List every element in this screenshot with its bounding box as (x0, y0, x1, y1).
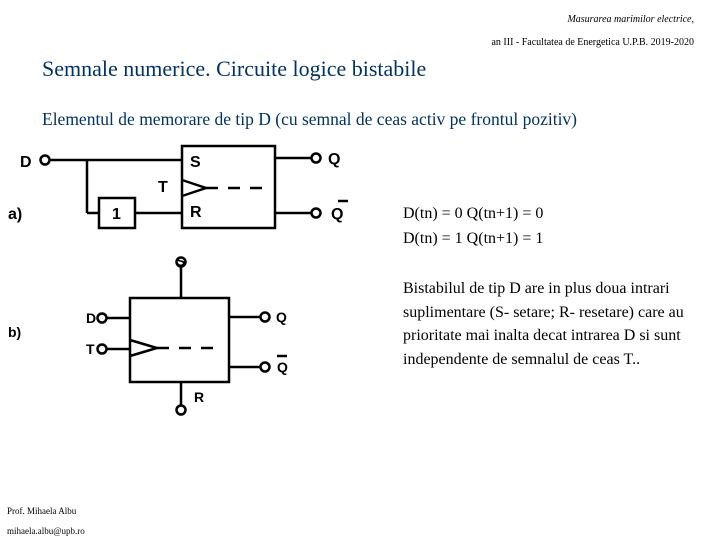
label-s-b: S (176, 253, 186, 269)
equation-d1: D(tn) = 1 Q(tn+1) = 1 (403, 230, 544, 247)
output-q-terminal-b (261, 313, 270, 322)
diagram-b (98, 258, 288, 415)
input-d-terminal-a (41, 156, 50, 165)
label-a: a) (8, 206, 23, 223)
flip-flop-b-box (130, 298, 229, 382)
input-d-terminal-b (98, 314, 107, 323)
label-d-a: D (20, 154, 32, 171)
slide-subtitle: Elementul de memorare de tip D (cu semnal de ceas activ pe frontul pozitiv) (42, 109, 578, 129)
description-text: Bistabilul de tip D are in plus doua intrari suplimentare (S- setare; R- resetare) care au prioritate mai inalta decat intrarea D si sunt independente de semnalul de ceas T.. (403, 280, 684, 368)
clock-triangle-a (182, 180, 206, 196)
label-qbar-b: Q (277, 359, 288, 375)
label-q-a: Q (328, 151, 341, 168)
label-qbar-a: Q (331, 206, 344, 223)
output-qbar-terminal-b (261, 363, 270, 372)
clock-triangle-b (130, 340, 157, 356)
label-r-a: R (190, 204, 202, 221)
output-qbar-terminal-a (312, 209, 321, 218)
label-s-a: S (190, 154, 201, 171)
label-r-b: R (194, 389, 205, 405)
footer-author: Prof. Mihaela Albu (7, 506, 77, 516)
label-t-b: T (86, 341, 95, 357)
label-inverter: 1 (112, 206, 121, 223)
label-d-b: D (86, 310, 97, 326)
input-t-terminal-b (98, 345, 107, 354)
label-q-b: Q (276, 309, 287, 325)
equation-d0: D(tn) = 0 Q(tn+1) = 0 (403, 205, 544, 222)
header-faculty-line: an III - Facultatea de Energetica U.P.B. 2019-2020 (491, 37, 694, 48)
slide-title: Semnale numerice. Circuite logice bistabile (42, 56, 427, 81)
output-q-terminal-a (312, 154, 321, 163)
header-course-title: Masurarea marimilor electrice, (567, 14, 694, 25)
label-b: b) (8, 324, 22, 340)
footer-email: mihaela.albu@upb.ro (7, 526, 85, 536)
label-t-a: T (158, 179, 168, 196)
input-r-terminal-b (177, 406, 186, 415)
